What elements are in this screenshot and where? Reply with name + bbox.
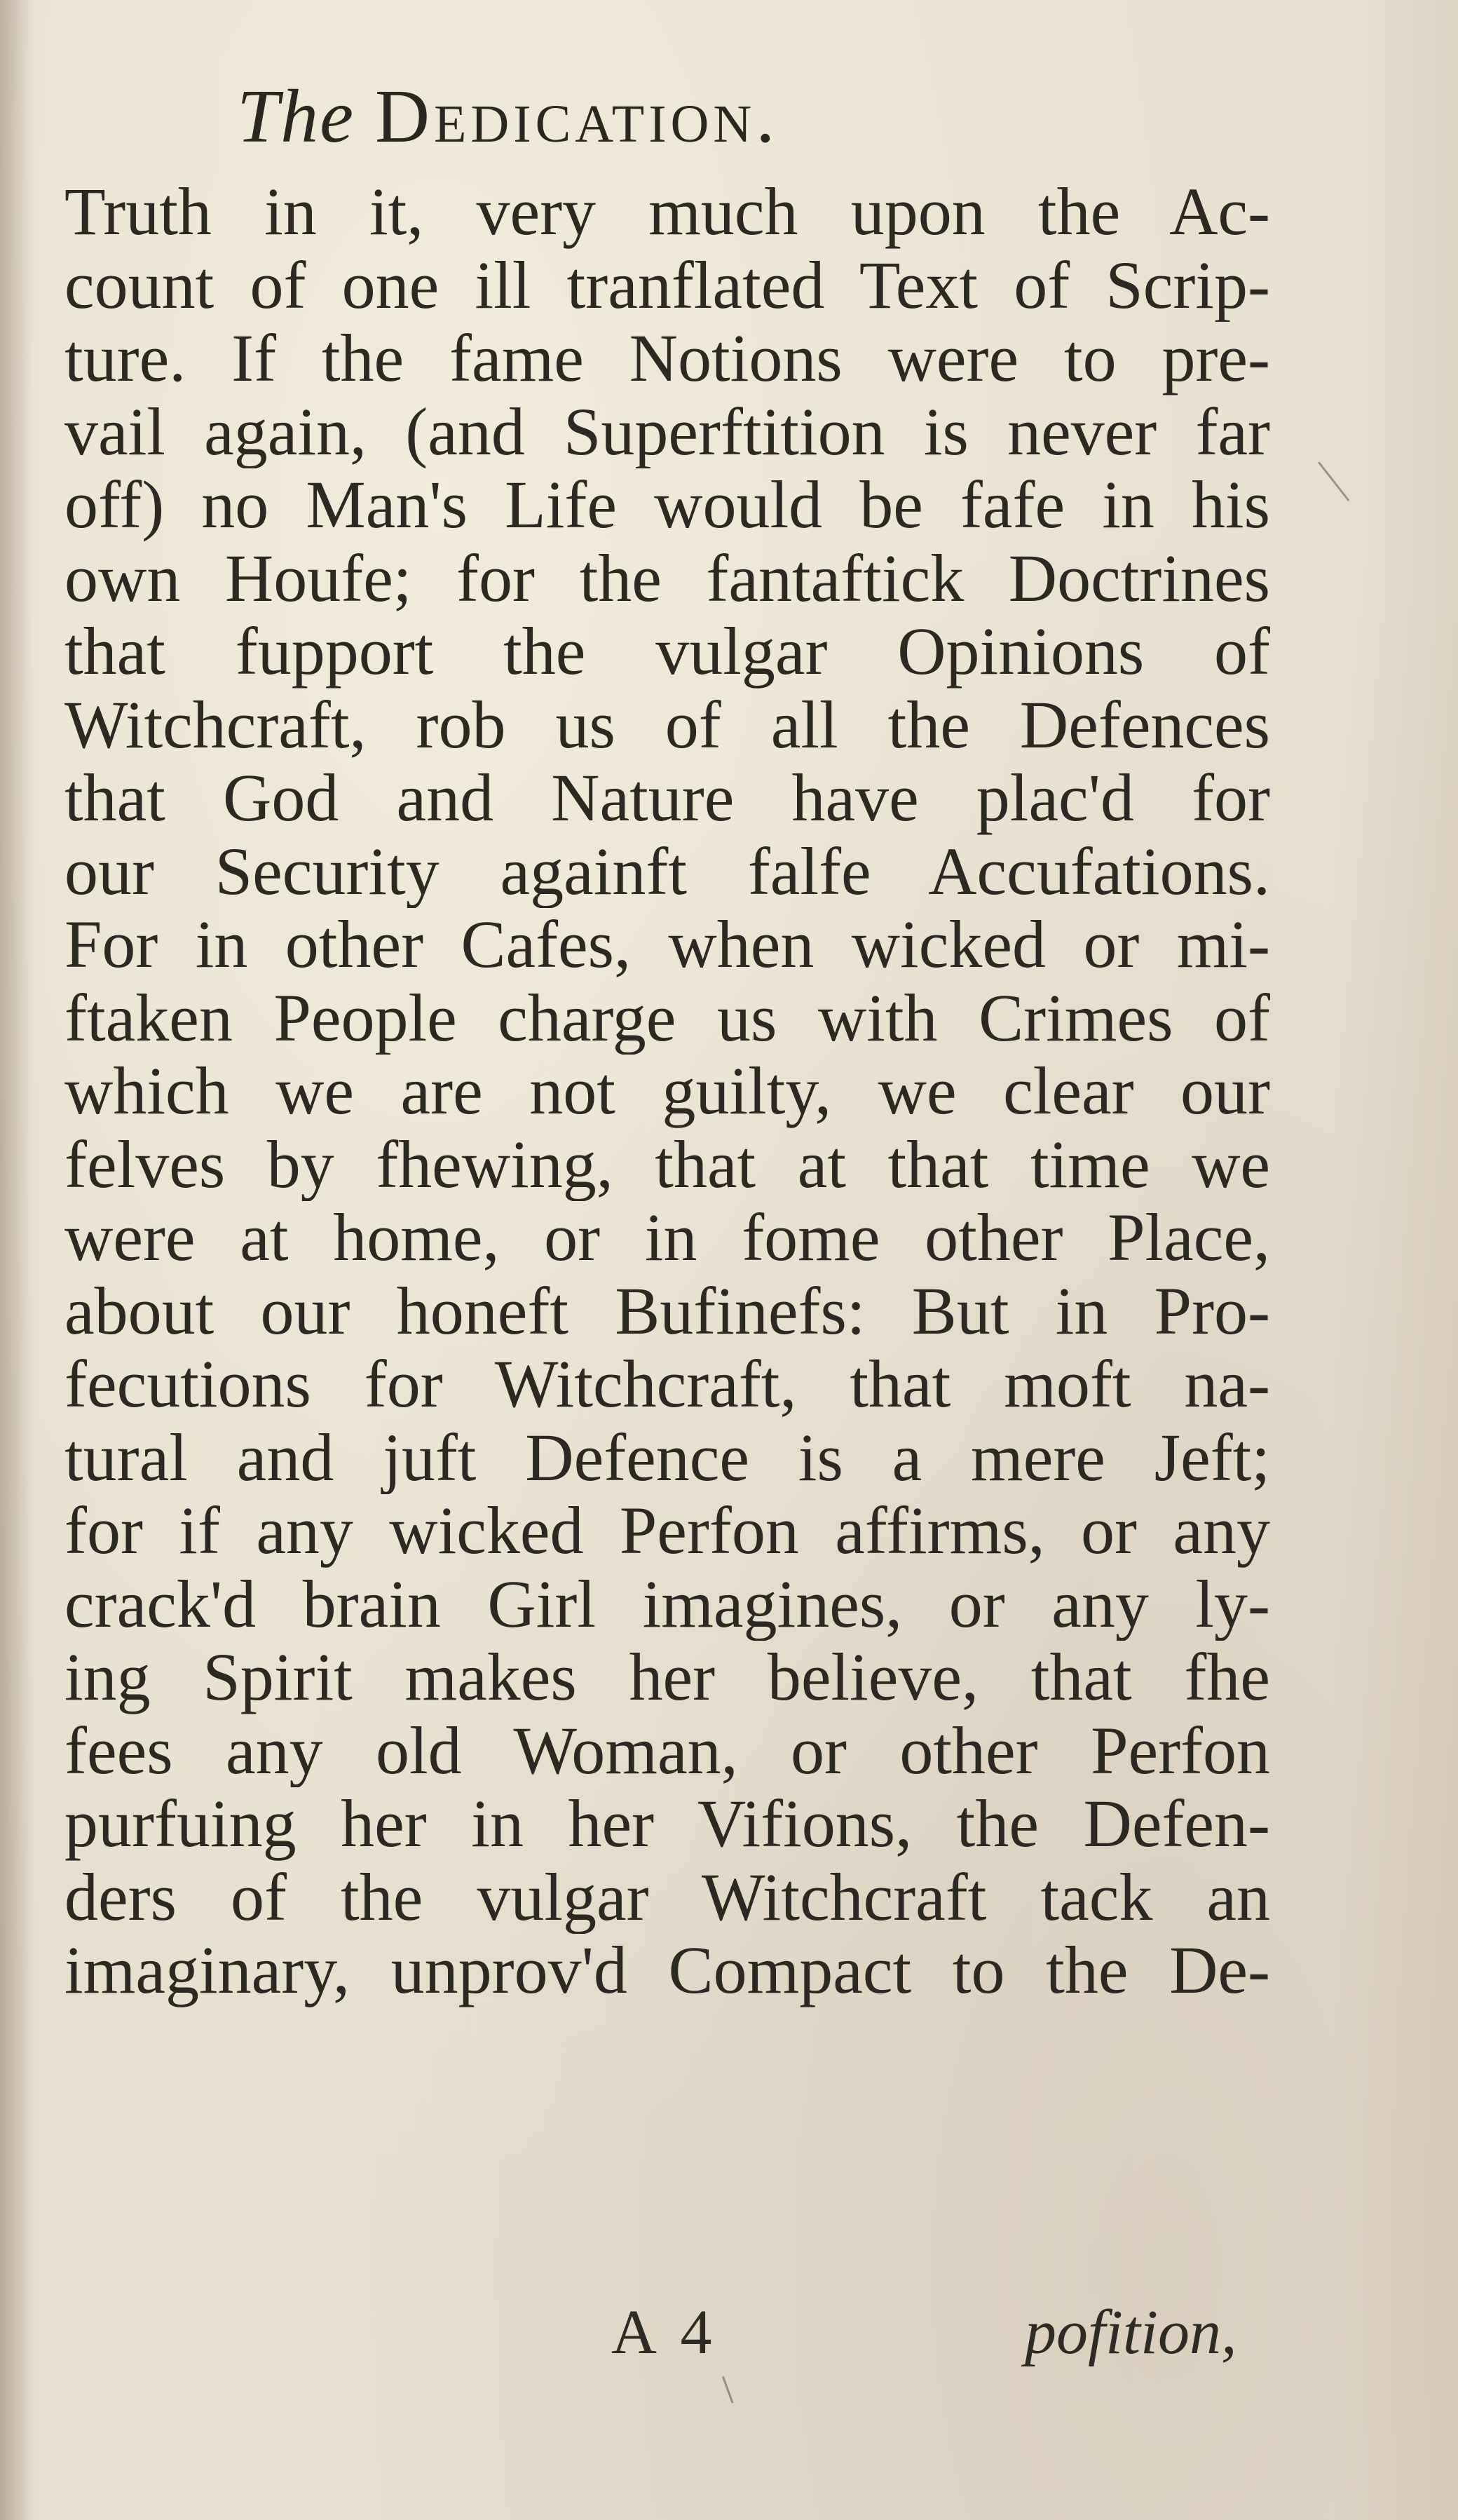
catchword: pofition, [1025,2298,1237,2367]
body-text [64,175,1270,2007]
text-line: count of one ill tranflated Text of Scrip- [64,248,1270,322]
text-line: own Houfe; for the fantaftick Doctrines [64,541,1270,615]
text-line: crack'd brain Girl imagines, or any ly- [64,1567,1270,1641]
text-line: felves by fhewing, that at that time we [64,1127,1270,1201]
text-line: were at home, or in fome other Place, [64,1201,1270,1275]
text-line: vail again, (and Superftition is never far [64,395,1270,468]
text-line: our Security againft falfe Accufations. [64,834,1270,908]
text-line: ture. If the fame Notions were to pre- [64,322,1270,395]
text-line: Truth in it, very much upon the Ac- [64,175,1270,249]
text-line: For in other Cafes, when wicked or mi- [64,908,1270,982]
text-line: fees any old Woman, or other Perfon [64,1714,1270,1787]
stray-pen-mark [1318,461,1349,501]
text-line: fecutions for Witchcraft, that moft na- [64,1348,1270,1421]
running-head [237,74,779,161]
text-line: Witchcraft, rob us of all the Defences [64,688,1270,761]
text-line: which we are not guilty, we clear our [64,1055,1270,1128]
signature-mark: A 4 [611,2298,718,2367]
stray-pen-mark [722,2376,733,2404]
text-line: off) no Man's Life would be fafe in his [64,468,1270,542]
gutter-shadow [0,0,32,2520]
text-line: imaginary, unprov'd Compact to the De- [64,1934,1270,2007]
text-line: purfuing her in her Vifions, the Defen- [64,1787,1270,1861]
text-line: ders of the vulgar Witchcraft tack an [64,1860,1270,1934]
page-footer [64,2296,1270,2366]
text-line: ftaken People charge us with Crimes of [64,981,1270,1055]
running-head-article: The [237,75,355,158]
text-line: for if any wicked Perfon affirms, or any [64,1494,1270,1568]
text-line: about our honeft Bufinefs: But in Pro- [64,1274,1270,1348]
text-line: that God and Nature have plac'd for [64,761,1270,835]
text-line: tural and juft Defence is a mere Jeft; [64,1421,1270,1494]
running-head-title: Dedication. [375,75,779,158]
text-line: that fupport the vulgar Opinions of [64,615,1270,689]
text-line: ing Spirit makes her believe, that fhe [64,1641,1270,1714]
